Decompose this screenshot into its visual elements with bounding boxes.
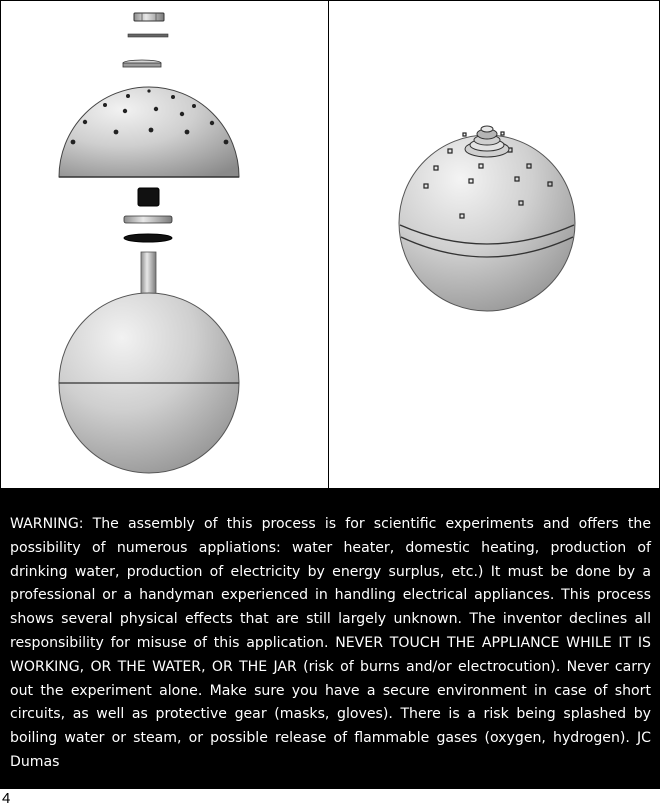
warning-box	[0, 489, 660, 789]
warning-text: WARNING: The assembly of this process is for scientific experiments and offers the possibility of numerous appliations: water heater, domestic heating, production of drinking water, production of electricity by energy surplus, etc.) It must be done by a professional or a handyman experienced in handling electrical appliances. This process shows several physical effects that are still largely unknown. The inventor declines all responsibility for misuse of this application. NEVER TOUCH THE APPLIANCE WHILE IT IS WORKING, OR THE WATER, OR THE JAR (risk of burns and/or electrocution). Never carry out the experiment alone. Make sure you have a secure environment in case of short circuits, as well as protective gear (masks, gloves). There is a risk being splashed by boiling water or steam, or possible release of flammable gases (oxygen, hydrogen). JC Dumas	[10, 516, 651, 770]
insulator-bushing	[138, 188, 159, 206]
metal-washer	[124, 216, 172, 223]
thin-washer	[128, 34, 168, 37]
rubber-seal	[124, 234, 172, 242]
exploded-view-panel	[1, 1, 328, 490]
hex-nut	[134, 13, 164, 21]
assembled-view-drawing	[329, 1, 661, 490]
upper-hemisphere	[59, 87, 239, 177]
page-number: 4	[2, 790, 11, 807]
assembled-sphere	[399, 132, 575, 311]
lower-sphere	[59, 293, 239, 473]
assembled-view-panel	[329, 1, 661, 490]
exploded-view-drawing	[1, 1, 328, 490]
electrode-rod	[141, 252, 156, 294]
flat-washer	[123, 60, 161, 67]
